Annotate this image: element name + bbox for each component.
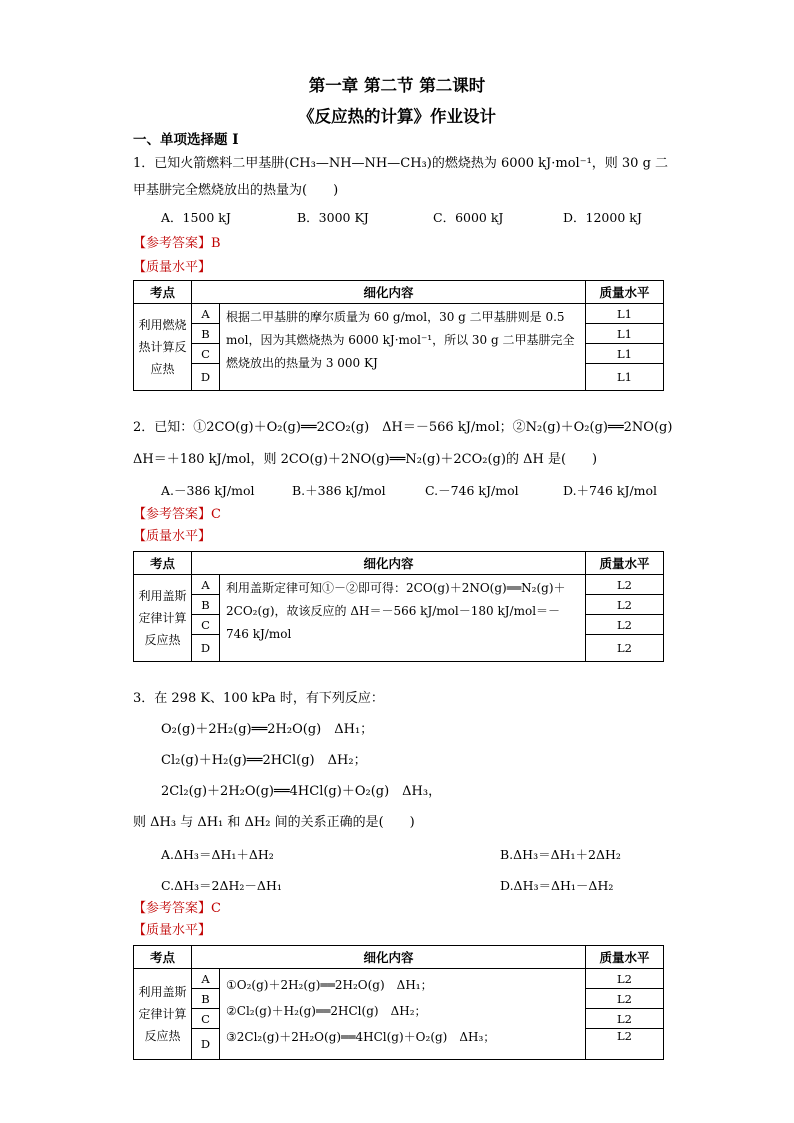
col-header-level: 质量水平 [586,281,664,304]
table-level: L2 [586,615,664,635]
table-level: L1 [586,344,664,364]
table-letter: D [192,1029,220,1060]
chapter-title: 第一章 第二节 第二课时 [308,76,486,95]
table-level: L2 [586,1009,664,1029]
q3-answer [133,900,221,918]
q1-stem-line1: 1．已知火箭燃料二甲基肼(CH₃—NH—NH—CH₃)的燃烧热为 6000 kJ·mol⁻¹，则 30 g 二 [133,156,669,171]
q1-quality-label: 【质量水平】 [133,260,212,275]
table-level: L2 [586,989,664,1009]
table-point: 利用盖斯定律计算反应热 [134,969,192,1060]
answer-label: 【参考答案】 [133,901,212,916]
q3-option-a: A.ΔH₃＝ΔH₁＋ΔH₂ [161,847,274,862]
q2-answer [133,506,221,524]
detail-equation-2: ②Cl₂(g)＋H₂(g)══2HCl(g) ΔH₂； [226,1004,427,1018]
table-letter: A [192,575,220,595]
table-level: L2 [586,595,664,615]
table-point: 利用盖斯定律计算反应热 [134,575,192,662]
col-header-point: 考点 [134,946,192,969]
q2-option-d: D.＋746 kJ/mol [563,483,658,498]
answer-label: 【参考答案】 [133,507,212,522]
table-letter: A [192,304,220,324]
col-header-point: 考点 [134,552,192,575]
table-detail: 利用盖斯定律可知①－②即可得：2CO(g)＋2NO(g)══N₂(g)＋2CO₂(g)，故该反应的 ΔH＝－566 kJ/mol－180 kJ/mol＝－746 kJ/mol [220,575,586,662]
q1-stem-line2: 甲基肼完全燃烧放出的热量为( ) [133,183,339,198]
q3-stem-line1: 3．在 298 K、100 kPa 时，有下列反应： [133,691,384,706]
table-letter: D [192,635,220,662]
q3-option-c: C.ΔH₃＝2ΔH₂－ΔH₁ [161,878,282,893]
table-level: L1 [586,364,664,391]
table-letter: A [192,969,220,989]
table-letter: D [192,364,220,391]
table-letter: C [192,344,220,364]
q2-quality-label: 【质量水平】 [133,529,212,544]
q2-option-c: C.－746 kJ/mol [425,483,519,498]
q1-option-a: A．1500 kJ [161,210,231,225]
col-header-detail: 细化内容 [192,946,586,969]
table-letter: C [192,615,220,635]
col-header-level: 质量水平 [586,946,664,969]
table-detail [220,969,586,1060]
table-level: L1 [586,304,664,324]
col-header-detail: 细化内容 [192,552,586,575]
q3-option-b: B.ΔH₃＝ΔH₁＋2ΔH₂ [500,847,621,862]
table-letter: C [192,1009,220,1029]
q3-equation-2: Cl₂(g)＋H₂(g)══2HCl(g) ΔH₂； [161,753,367,768]
answer-value: C [211,901,221,916]
table-point: 利用燃烧热计算反应热 [134,304,192,391]
table-level: L2 [586,635,664,662]
table-level: L2 [586,969,664,989]
q3-quality-label: 【质量水平】 [133,923,212,938]
q1-answer [133,235,221,253]
table-level: L1 [586,324,664,344]
table-letter: B [192,324,220,344]
lesson-title: 《反应热的计算》作业设计 [298,107,496,126]
q1-option-c: C．6000 kJ [433,210,504,225]
q3-option-d: D.ΔH₃＝ΔH₁－ΔH₂ [500,878,614,893]
q2-stem-line2: ΔH＝＋180 kJ/mol，则 2CO(g)＋2NO(g)══N₂(g)＋2CO₂(g)的 ΔH 是( ) [133,452,598,467]
section-heading: 一、单项选择题 I [133,132,239,148]
table-letter: B [192,595,220,615]
answer-value: B [211,236,221,251]
detail-equation-1: ①O₂(g)＋2H₂(g)══2H₂O(g) ΔH₁； [226,978,433,992]
col-header-point: 考点 [134,281,192,304]
table-detail: 根据二甲基肼的摩尔质量为 60 g/mol，30 g 二甲基肼则是 0.5 mol，因为其燃烧热为 6000 kJ·mol⁻¹，所以 30 g 二甲基肼完全燃烧放出的热量为 3 000 KJ [220,304,586,391]
table-letter: B [192,989,220,1009]
q3-quality-table [133,945,664,1060]
q3-equation-3: 2Cl₂(g)＋2H₂O(g)══4HCl(g)＋O₂(g) ΔH₃， [161,784,442,799]
table-level: L2 [586,575,664,595]
detail-equation-3: ③2Cl₂(g)＋2H₂O(g)══4HCl(g)＋O₂(g) ΔH₃； [226,1030,496,1044]
q2-quality-table [133,551,664,662]
q2-option-b: B.＋386 kJ/mol [292,483,386,498]
q1-option-b: B．3000 KJ [297,210,369,225]
q2-option-a: A.－386 kJ/mol [161,483,255,498]
q1-option-d: D．12000 kJ [563,210,642,225]
q2-stem-line1: 2．已知：①2CO(g)＋O₂(g)══2CO₂(g) ΔH＝－566 kJ/mol；②N₂(g)＋O₂(g)══2NO(g) [133,420,673,435]
col-header-detail: 细化内容 [192,281,586,304]
q3-equation-1: O₂(g)＋2H₂(g)══2H₂O(g) ΔH₁； [161,722,374,737]
q1-quality-table [133,280,664,391]
q3-stem-line2: 则 ΔH₃ 与 ΔH₁ 和 ΔH₂ 间的关系正确的是( ) [133,815,415,830]
answer-value: C [211,507,221,522]
table-level: L2 [586,1029,664,1060]
col-header-level: 质量水平 [586,552,664,575]
answer-label: 【参考答案】 [133,236,212,251]
